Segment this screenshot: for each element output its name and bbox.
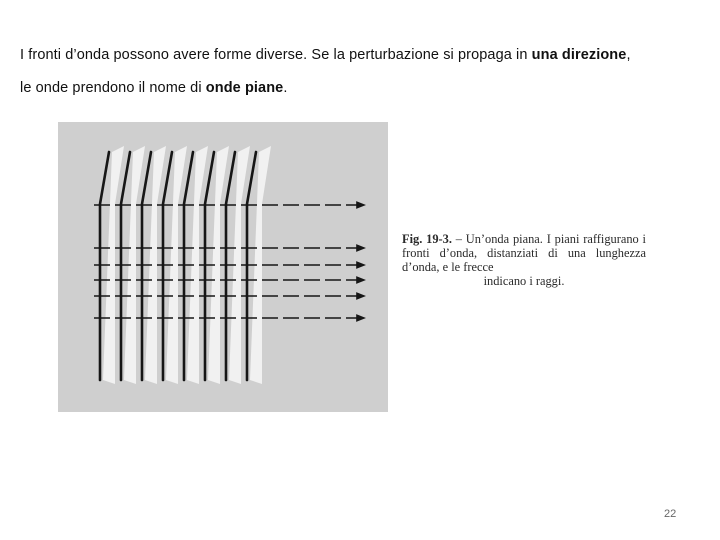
- intro-text-1a: I fronti d’onda possono avere forme diverse. Se la perturbazione si propaga in: [20, 47, 532, 63]
- caption-text: – Un’onda piana. I piani raffigurano i fronti d’onda, distanziati di una lunghezza d’onda, e le frecce: [402, 232, 646, 274]
- figure-caption: [402, 232, 646, 288]
- intro-text-line-1: [20, 47, 631, 63]
- page-number: 22: [664, 508, 677, 520]
- intro-text-2a: le onde prendono il nome di: [20, 80, 206, 96]
- caption-text-last-line: indicano i raggi.: [483, 274, 565, 288]
- intro-bold-onde-piane: onde piane: [205, 80, 284, 96]
- intro-text-line-2: [20, 80, 287, 96]
- intro-text-1b: ,: [626, 47, 631, 63]
- plane-wave-figure: [58, 122, 388, 412]
- caption-figure-label: Fig. 19-3.: [402, 232, 452, 246]
- intro-bold-una-direzione: una direzione: [531, 47, 627, 63]
- intro-text-2b: .: [283, 80, 288, 96]
